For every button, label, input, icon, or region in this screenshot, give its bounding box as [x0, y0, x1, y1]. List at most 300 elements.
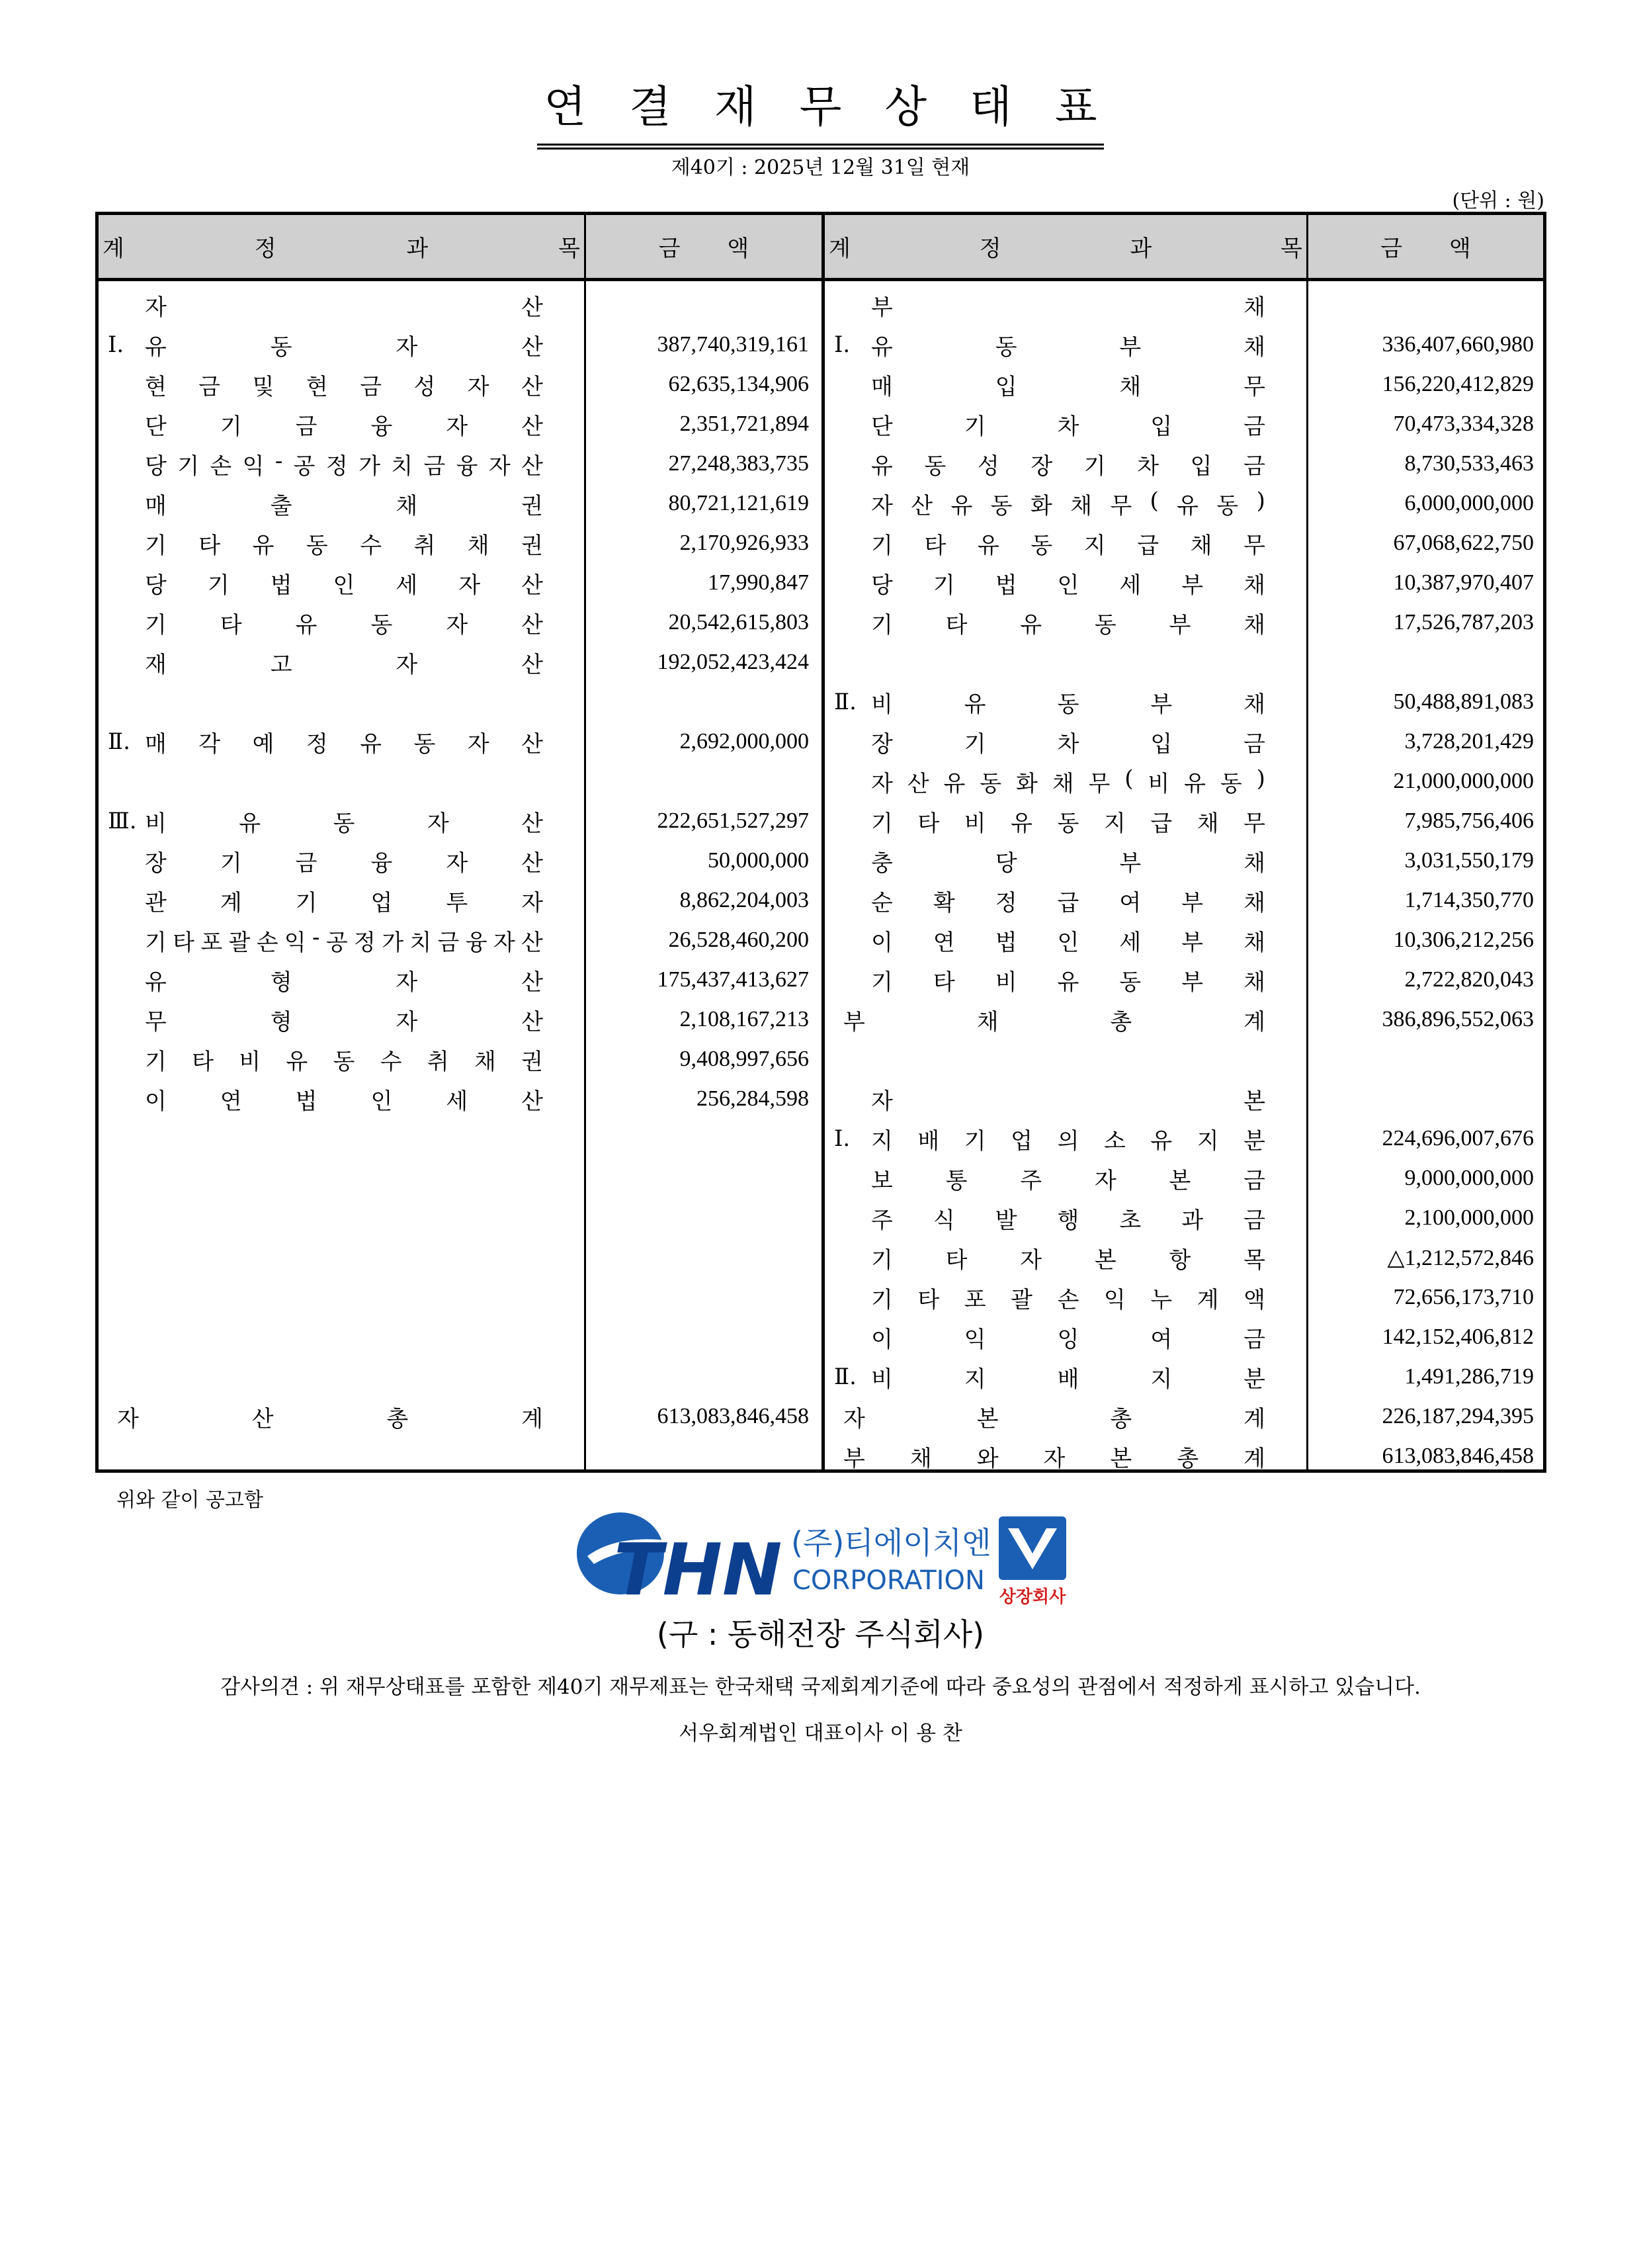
amount-value: 72,656,173,710: [1393, 1285, 1534, 1309]
label-char: 지: [964, 1366, 986, 1393]
label-char: 법: [995, 572, 1017, 599]
account-label-text: [871, 885, 1265, 917]
amount-value: 386,896,552,063: [1382, 1007, 1534, 1031]
table-row: [825, 444, 1543, 484]
label-char: 산: [521, 651, 543, 678]
table-row: [825, 1039, 1543, 1079]
table-row: [99, 1278, 821, 1317]
label-char: 자: [145, 294, 167, 321]
account-label: [843, 1436, 1265, 1476]
label-char: 채: [396, 492, 418, 519]
label-char: 세: [1119, 929, 1142, 956]
label-char: 채: [474, 1048, 496, 1075]
label-char: 액: [1243, 1286, 1265, 1313]
label-char: 동: [1094, 611, 1116, 638]
label-char: 유: [1177, 492, 1199, 519]
label-char: ): [1256, 487, 1265, 514]
label-char: 자: [117, 1405, 139, 1432]
table-row: [99, 603, 821, 642]
table-row: [99, 960, 821, 1000]
amount-value: 10,387,970,407: [1393, 570, 1534, 595]
label-char: 매: [145, 730, 167, 758]
label-char: 산: [521, 1008, 543, 1035]
label-char: 관: [145, 889, 167, 916]
label-char: 유: [964, 691, 986, 718]
table-row: [825, 841, 1543, 881]
label-char: 본: [1094, 1246, 1116, 1274]
label-char: 손: [210, 453, 232, 480]
account-label: [145, 603, 543, 642]
label-char: 기: [871, 1246, 893, 1274]
account-label-text: [145, 408, 543, 441]
label-char: 취: [427, 1048, 449, 1075]
label-char: 단: [145, 413, 167, 440]
account-label: [871, 285, 1265, 325]
label-char: 각: [198, 730, 221, 758]
label-char: 본: [1110, 1445, 1132, 1472]
label-char: 형: [270, 1008, 292, 1035]
amount-value: 27,248,383,735: [668, 451, 809, 476]
account-label: [145, 365, 543, 404]
table-row: [825, 1119, 1543, 1158]
logo-mark: THN: [614, 1529, 782, 1609]
label-char: 부: [843, 1445, 865, 1472]
label-char: 권: [521, 1048, 543, 1075]
label-char: 수: [380, 1048, 402, 1075]
label-char: 타: [945, 611, 968, 638]
table-row: [99, 642, 821, 682]
amount-value: 70,473,334,328: [1393, 412, 1534, 436]
label-char: 권: [521, 492, 543, 519]
label-char: (: [1150, 487, 1159, 514]
label-char: 자: [1094, 1167, 1116, 1194]
label-char: 이: [871, 1326, 893, 1353]
account-label: [145, 404, 543, 444]
label-char: 유: [295, 611, 317, 638]
label-char: 투: [446, 889, 468, 916]
label-char: 정: [354, 929, 376, 956]
label-char: 산: [521, 1088, 543, 1115]
label-char: 차: [1057, 730, 1079, 758]
label-char: 예: [252, 730, 274, 758]
label-char: 손: [256, 929, 278, 956]
label-char: 산: [521, 611, 543, 638]
label-char: 산: [907, 770, 929, 797]
label-char: 유: [286, 1048, 308, 1075]
amount-value: 192,052,423,424: [657, 650, 809, 674]
table-row: [825, 682, 1543, 722]
label-char: 부: [1150, 691, 1173, 718]
label-char: 기: [145, 611, 167, 638]
label-char: 순: [871, 889, 893, 916]
assets-column: [99, 215, 825, 1469]
account-label: [145, 285, 543, 325]
label-char: 주: [871, 1207, 893, 1234]
label-char: 과: [1181, 1207, 1204, 1234]
label-char: 법: [295, 1088, 317, 1115]
label-char: 부: [871, 294, 893, 321]
label-char: 동: [1119, 969, 1142, 996]
account-label-text: [145, 289, 543, 322]
label-char: 금: [198, 373, 221, 400]
label-char: 유: [977, 532, 999, 559]
header-char: 계: [103, 236, 124, 262]
table-row: [99, 762, 821, 801]
account-label-text: [871, 289, 1265, 322]
table-row: [99, 801, 821, 841]
account-label: [871, 881, 1265, 920]
label-char: 급: [1137, 532, 1159, 559]
label-char: 손: [1057, 1286, 1079, 1313]
amount-value: 142,152,406,812: [1382, 1325, 1534, 1349]
label-char: 공: [293, 453, 316, 480]
amount-header: 금 액: [584, 215, 821, 278]
account-label-text: [871, 1162, 1265, 1195]
account-label: [871, 444, 1265, 484]
table-row: [825, 325, 1543, 365]
label-char: 무: [1243, 532, 1265, 559]
label-char: 총: [1110, 1008, 1132, 1035]
label-char: 산: [521, 850, 543, 877]
document-title: 연 결 재 무 상 태 표: [537, 71, 1103, 150]
account-label-text: [871, 1202, 1265, 1235]
table-row: [99, 682, 821, 722]
notice-text: 위와 같이 공고함: [116, 1489, 263, 1512]
label-char: 채: [976, 1008, 999, 1035]
label-char: 자: [493, 929, 515, 956]
liabilities-equity-column: [825, 215, 1543, 1472]
label-char: 부: [1169, 611, 1191, 638]
label-char: 동: [924, 453, 947, 480]
label-char: 타: [945, 1246, 968, 1274]
label-char: 여: [1150, 1326, 1173, 1353]
label-char: 자: [1043, 1445, 1066, 1472]
label-char: 입: [1190, 453, 1212, 480]
account-label-text: [145, 329, 543, 361]
account-label: [871, 1198, 1265, 1238]
label-char: 유: [943, 770, 966, 797]
label-char: 동: [1057, 691, 1079, 718]
account-label-text: [871, 408, 1265, 441]
label-char: 권: [521, 532, 543, 559]
title-wrap: [0, 71, 1641, 150]
label-char: 동: [413, 730, 436, 758]
label-char: 금: [1243, 1167, 1265, 1194]
label-char: 입: [1150, 730, 1173, 758]
table-header-right: [825, 215, 1543, 281]
account-label-text: [871, 765, 1265, 798]
header-char: 목: [558, 236, 580, 262]
header-char: 계: [829, 236, 851, 262]
account-label-text: [871, 1083, 1265, 1115]
table-row: [825, 1198, 1543, 1238]
label-char: 입: [1150, 413, 1173, 440]
label-char: 비: [964, 810, 986, 837]
account-label-text: [145, 885, 543, 917]
amount-value: 80,721,121,619: [668, 491, 809, 515]
section-number: Ⅱ.: [108, 728, 130, 755]
label-char: 부: [1119, 850, 1142, 877]
logo-korean-name: (주)티에이치엔: [791, 1525, 991, 1561]
account-label-text: [871, 1282, 1265, 1314]
label-char: 업: [1011, 1127, 1033, 1155]
account-label-text: [871, 686, 1265, 719]
amount-value: 6,000,000,000: [1404, 491, 1534, 515]
label-char: 동: [1216, 492, 1239, 519]
account-label-text: [871, 1321, 1265, 1354]
label-char: 본: [976, 1405, 999, 1432]
label-char: 자: [871, 1088, 893, 1115]
account-label: [871, 1357, 1265, 1397]
table-row: [825, 722, 1543, 762]
account-label: [145, 801, 543, 841]
label-char: 동: [990, 492, 1013, 519]
label-char: 여: [1119, 889, 1142, 916]
account-label: [117, 1397, 543, 1436]
table-row: [825, 523, 1543, 563]
table-row: [99, 1238, 821, 1278]
label-char: 비: [145, 810, 167, 837]
label-char: 법: [270, 572, 292, 599]
label-char: 자: [521, 889, 543, 916]
amount-value: 62,635,134,906: [668, 372, 809, 396]
label-char: 타: [220, 611, 242, 638]
label-char: 차: [1137, 453, 1159, 480]
label-char: 충: [871, 850, 893, 877]
label-char: 기: [145, 532, 167, 559]
label-char: 유: [871, 453, 893, 480]
account-label-text: [145, 726, 543, 758]
account-label-text: [871, 448, 1265, 480]
label-char: 치: [391, 453, 413, 480]
label-char: 자: [843, 1405, 865, 1432]
account-label: [871, 1158, 1265, 1198]
label-char: 동: [1057, 810, 1079, 837]
label-char: 금: [1243, 413, 1265, 440]
label-char: 동: [980, 770, 1002, 797]
label-char: 익: [964, 1326, 986, 1353]
account-label-text: [145, 845, 543, 877]
header-char: 정: [254, 236, 276, 262]
label-char: 괄: [1011, 1286, 1033, 1313]
label-char: 유: [1184, 770, 1206, 797]
label-char: 기: [871, 1286, 893, 1313]
label-char: 배: [917, 1127, 940, 1155]
amount-value: 222,651,527,297: [657, 808, 809, 833]
table-row: [825, 881, 1543, 920]
label-char: 비: [871, 1366, 893, 1393]
header-char: 과: [1130, 236, 1152, 262]
label-char: 무: [1088, 770, 1111, 797]
account-label: [871, 841, 1265, 881]
account-label: [871, 682, 1265, 722]
label-char: 융: [370, 850, 393, 877]
account-label: [145, 1039, 543, 1079]
label-char: 기: [177, 453, 200, 480]
label-char: 누: [1150, 1286, 1173, 1313]
table-row: [99, 881, 821, 920]
label-char: 산: [521, 413, 543, 440]
label-char: 자: [1020, 1246, 1042, 1274]
account-label: [145, 642, 543, 682]
label-char: 취: [413, 532, 436, 559]
label-char: 기: [220, 850, 242, 877]
label-char: 급: [1150, 810, 1173, 837]
label-char: 성: [413, 373, 436, 400]
account-label: [843, 1397, 1265, 1436]
label-char: 분: [1243, 1366, 1265, 1393]
account-label-text: [145, 448, 543, 480]
table-row: [825, 563, 1543, 603]
label-char: 가: [358, 453, 380, 480]
amount-value: 26,528,460,200: [668, 928, 809, 952]
liability-rows: [825, 285, 1543, 1476]
table-row: [99, 1119, 821, 1158]
label-char: 유: [145, 333, 167, 361]
account-label-text: [871, 924, 1265, 957]
label-char: 법: [995, 929, 1017, 956]
account-label: [145, 960, 543, 1000]
table-row: [825, 801, 1543, 841]
table-row: [825, 1158, 1543, 1198]
label-char: 동: [306, 532, 328, 559]
label-char: 매: [145, 492, 167, 519]
account-label-text: [871, 607, 1265, 639]
label-char: 채: [909, 1445, 932, 1472]
label-char: 포: [964, 1286, 986, 1313]
table-row: [825, 1079, 1543, 1119]
account-label-text: [871, 805, 1265, 838]
label-char: 무: [1243, 810, 1265, 837]
label-char: 괄: [228, 929, 251, 956]
label-char: 채: [467, 532, 489, 559]
label-char: 금: [1243, 453, 1265, 480]
account-label-text: [871, 329, 1265, 361]
amount-value: 9,000,000,000: [1404, 1166, 1534, 1190]
label-char: 자: [396, 969, 418, 996]
label-char: 융: [456, 453, 478, 480]
section-number: Ⅰ.: [834, 1125, 851, 1152]
table-row: [99, 404, 821, 444]
table-row: [99, 444, 821, 484]
amount-value: 8,730,533,463: [1404, 451, 1534, 476]
account-label-text: [871, 1361, 1265, 1393]
amount-value: △1,212,572,846: [1387, 1246, 1534, 1270]
label-char: 동: [270, 333, 292, 361]
label-char: 동: [1031, 532, 1053, 559]
label-char: 기: [964, 413, 986, 440]
label-char: 무: [1243, 373, 1265, 400]
label-char: 고: [270, 651, 292, 678]
listed-badge-icon: [999, 1516, 1066, 1580]
label-char: 비: [239, 1048, 261, 1075]
table-row: [825, 960, 1543, 1000]
label-char: 비: [995, 969, 1017, 996]
table-header-left: [99, 215, 821, 281]
audit-opinion: 감사의견 : 위 재무상태표를 포함한 제40기 재무제표는 한국채택 국제회계기준에 따라 중요성의 관점에서 적정하게 표시하고 있습니다.: [220, 1675, 1421, 1699]
table-row: [99, 722, 821, 762]
label-char: 매: [871, 373, 893, 400]
amount-value: 17,526,787,203: [1393, 610, 1534, 634]
label-char: 인: [1057, 929, 1079, 956]
amount-value: 256,284,598: [696, 1086, 809, 1111]
account-label-text: [145, 646, 543, 679]
amount-value: 156,220,412,829: [1382, 372, 1534, 396]
label-char: 유: [1150, 1127, 1173, 1155]
account-label: [871, 603, 1265, 642]
label-char: 자: [871, 770, 893, 797]
label-char: 금: [1243, 1326, 1265, 1353]
account-label: [145, 920, 543, 960]
table-row: [825, 920, 1543, 960]
label-char: 치: [409, 929, 432, 956]
amount-value: 67,068,622,750: [1393, 531, 1534, 555]
amount-value: 2,100,000,000: [1404, 1205, 1534, 1230]
header-char: 과: [406, 236, 429, 262]
table-row: [825, 642, 1543, 682]
table-row: [99, 1039, 821, 1079]
label-char: 부: [843, 1008, 865, 1035]
label-char: 인: [333, 572, 355, 599]
label-char: 채: [1243, 691, 1265, 718]
label-char: 금: [1243, 1207, 1265, 1234]
amount-value: 50,488,891,083: [1393, 689, 1534, 714]
table-row: [825, 1436, 1543, 1476]
account-label-text: [145, 1043, 543, 1076]
label-char: 당: [145, 453, 167, 480]
label-char: 채: [1243, 889, 1265, 916]
label-char: 의: [1057, 1127, 1079, 1155]
label-char: 산: [521, 453, 543, 480]
label-char: 타: [917, 810, 940, 837]
label-char: 부: [1181, 969, 1204, 996]
listed-badge-text: 상장회사: [999, 1587, 1066, 1607]
label-char: ): [1256, 765, 1265, 792]
table-row: [825, 1317, 1543, 1357]
account-label-text: [145, 805, 543, 838]
table-row: [825, 1357, 1543, 1397]
label-char: 인: [370, 1088, 393, 1115]
section-number: Ⅰ.: [834, 331, 851, 358]
account-label: [145, 325, 543, 365]
balance-sheet-table: [95, 212, 1546, 1473]
label-char: 익: [284, 929, 306, 956]
label-char: 자: [467, 373, 489, 400]
label-char: 자: [396, 1008, 418, 1035]
account-label: [145, 444, 543, 484]
label-char: 총: [1177, 1445, 1199, 1472]
label-char: 자: [396, 333, 418, 361]
amount-value: 3,728,201,429: [1404, 729, 1534, 754]
label-char: 채: [1243, 850, 1265, 877]
account-label: [871, 523, 1265, 563]
account-label: [145, 484, 543, 523]
label-char: 자: [488, 453, 511, 480]
label-char: 분: [1243, 1127, 1265, 1155]
label-char: 산: [911, 492, 933, 519]
account-label: [871, 365, 1265, 404]
label-char: 행: [1057, 1207, 1079, 1234]
label-char: 차: [1057, 413, 1079, 440]
amount-value: 7,985,756,406: [1404, 808, 1534, 833]
label-char: 타: [192, 1048, 214, 1075]
label-char: 산: [521, 333, 543, 361]
account-label: [145, 881, 543, 920]
table-row: [99, 365, 821, 404]
label-char: 기: [220, 413, 242, 440]
label-char: 인: [1057, 572, 1079, 599]
label-char: 정: [995, 889, 1017, 916]
